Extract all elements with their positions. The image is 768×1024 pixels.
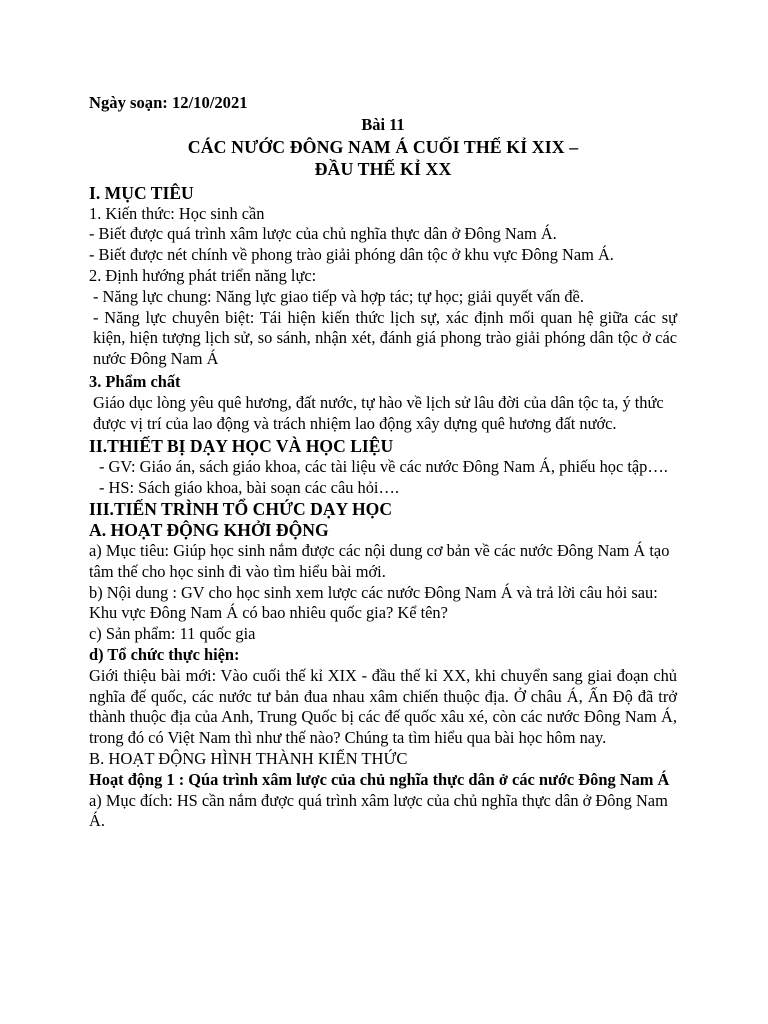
part-b-heading: B. HOẠT ĐỘNG HÌNH THÀNH KIẾN THỨC <box>89 748 408 768</box>
part-a-organization-heading: d) Tổ chức thực hiện: <box>89 644 240 664</box>
activity-1-heading: Hoạt động 1 : Qúa trình xâm lược của chủ nghĩa thực dân ở các nước Đông Nam Á <box>89 769 670 789</box>
part-a-heading: A. HOẠT ĐỘNG KHỞI ĐỘNG <box>89 519 329 540</box>
quality-text: Giáo dục lòng yêu quê hương, đất nước, tự hào về lịch sử lâu đời của dân tộc ta, ý thức được vị trí của lao động và trách nhiệm lao động xây dựng quê hương đất nước. <box>93 392 664 433</box>
part-a-goal: a) Mục tiêu: Giúp học sinh nắm được các nội dung cơ bản về các nước Đông Nam Á tạo tâm thế cho học sinh đi vào tìm hiểu bài mới. <box>89 540 670 581</box>
section-process-heading: III.TIẾN TRÌNH TỔ CHỨC DẠY HỌC <box>89 498 393 519</box>
part-a-product: c) Sản phẩm: 11 quốc gia <box>89 624 256 644</box>
knowledge-item-2: - Biết được nét chính về phong trào giải phóng dân tộc ở khu vực Đông Nam Á. <box>89 245 614 265</box>
lesson-number: Bài 11 <box>361 114 405 134</box>
competence-specific: - Năng lực chuyên biệt: Tái hiện kiến thức lịch sự, xác định mối quan hệ giữa các sự kiện, hiện tượng lịch sử, so sánh, nhận xét, đánh giá phong trào giải phóng dân tộc ở các nước Đông Nam Á <box>93 307 677 369</box>
lesson-title-line2: ĐẦU THẾ KỈ XX <box>314 158 452 179</box>
competence-line: 2. Định hướng phát triển năng lực: <box>89 265 317 285</box>
teacher-materials: - GV: Giáo án, sách giáo khoa, các tài liệu về các nước Đông Nam Á, phiếu học tập…. <box>99 457 668 477</box>
prep-date: Ngày soạn: 12/10/2021 <box>89 93 248 112</box>
part-a-content: b) Nội dung : GV cho học sinh xem lược các nước Đông Nam Á và trả lời câu hỏi sau: Khu vực Đông Nam Á có bao nhiêu quốc gia? Kể tên? <box>89 582 658 623</box>
section-objectives-heading: I. MỤC TIÊU <box>89 182 194 203</box>
student-materials: - HS: Sách giáo khoa, bài soạn các câu hỏi…. <box>99 478 399 498</box>
section-equipment-heading: II.THIẾT BỊ DẠY HỌC VÀ HỌC LIỆU <box>89 436 394 457</box>
lesson-title-line1: CÁC NƯỚC ĐÔNG NAM Á CUỐI THẾ KỈ XIX – <box>187 136 579 157</box>
knowledge-item-1: - Biết được quá trình xâm lược của chủ nghĩa thực dân ở Đông Nam Á. <box>89 224 557 244</box>
activity-1-goal: a) Mục đích: HS cần nắm được quá trình xâm lược của chủ nghĩa thực dân ở Đông Nam Á. <box>89 790 668 831</box>
knowledge-line: 1. Kiến thức: Học sinh cần <box>89 203 265 223</box>
lesson-introduction: Giới thiệu bài mới: Vào cuối thế kỉ XIX - đầu thế kỉ XX, khi chuyển sang giai đoạn chủ nghĩa đế quốc, các nước tư bản đua nhau xâm chiến thuộc địa. Ở châu Á, Ấn Độ đã trở thành thuộc địa của Anh, Trung Quốc bị các đế quốc xâu xé, còn các nước Đông Nam Á, trong đó có Việt Nam thì như thế nào? Chúng ta tìm hiểu qua bài học hôm nay. <box>89 665 677 748</box>
document-page <box>89 93 677 832</box>
quality-heading: 3. Phẩm chất <box>89 371 181 391</box>
competence-general: - Năng lực chung: Năng lực giao tiếp và hợp tác; tự học; giải quyết vấn đề. <box>93 286 584 306</box>
